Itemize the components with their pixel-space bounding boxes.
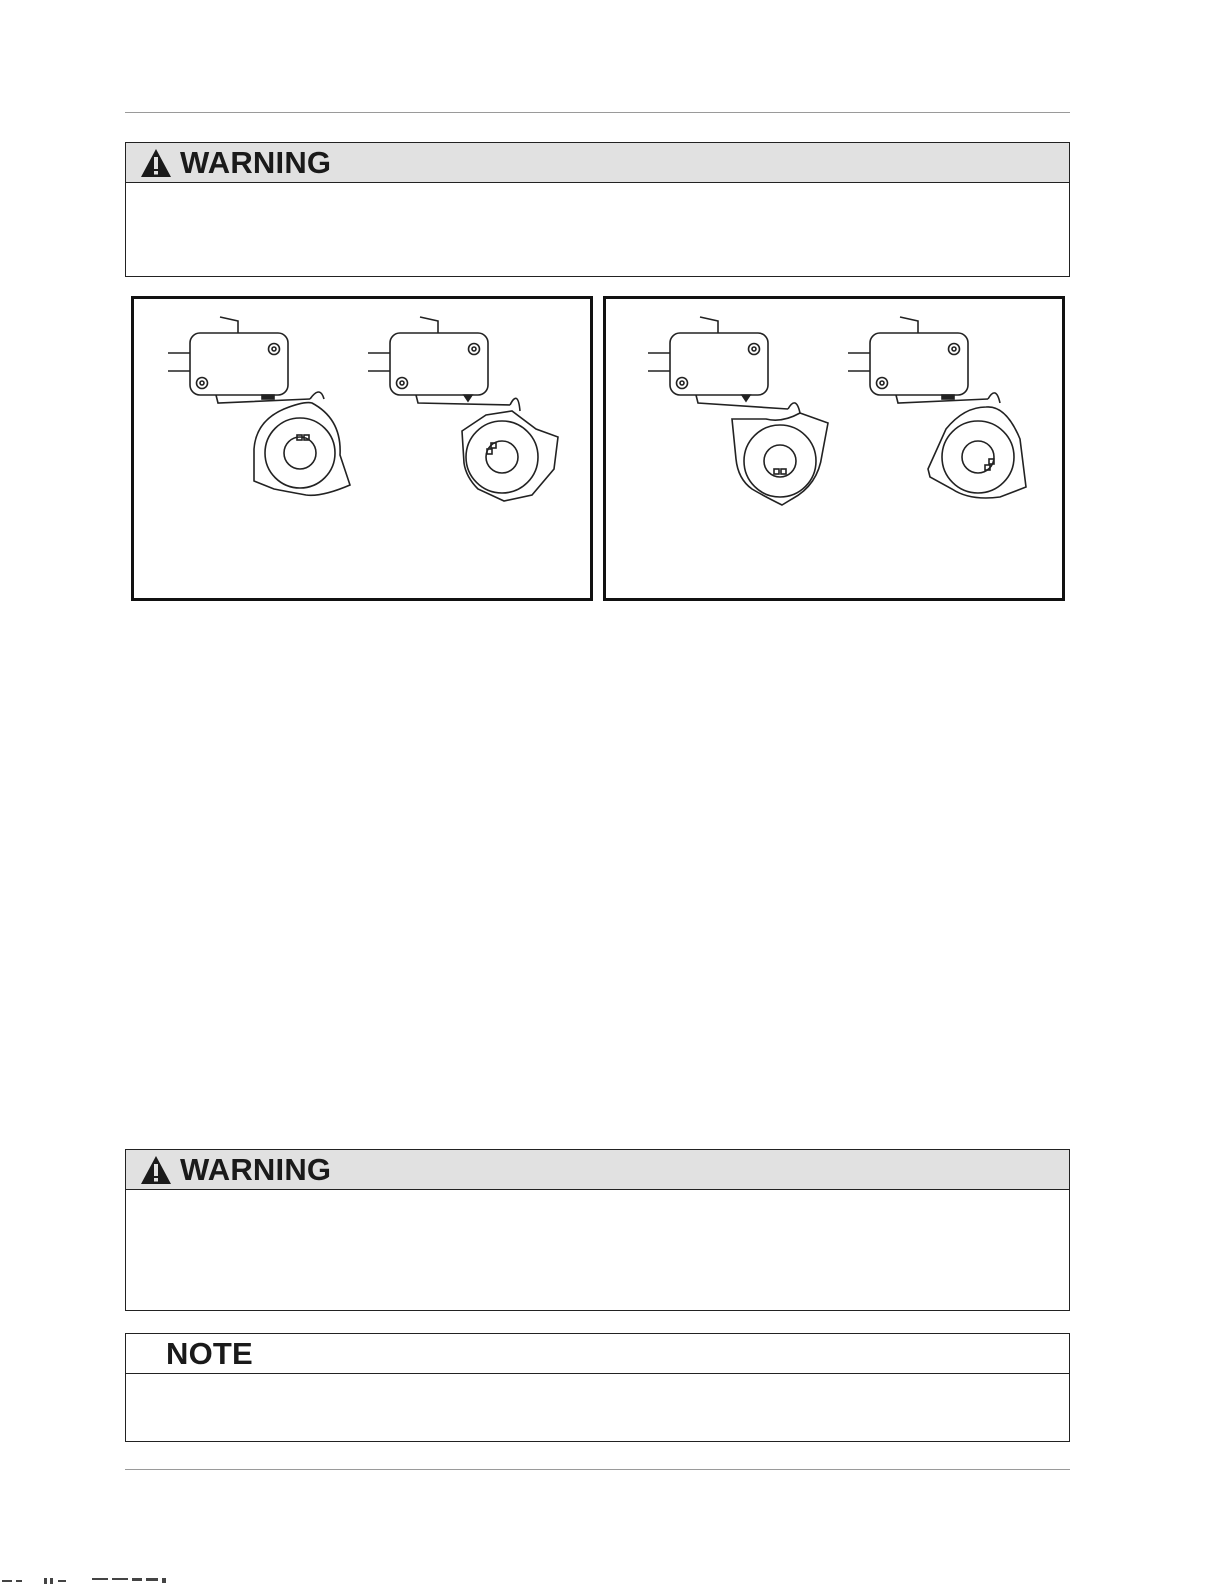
note-box: [125, 1333, 1070, 1442]
cam-4: [928, 407, 1026, 498]
switch-cam-illustration-right: [606, 299, 1062, 598]
warning-triangle-icon: [140, 148, 172, 178]
header-rule: [125, 112, 1070, 113]
micro-switch-2: [368, 317, 520, 411]
cam-2: [462, 411, 558, 501]
warning-triangle-icon: [140, 1155, 172, 1185]
warning-box-2-header: [126, 1150, 1069, 1190]
note-box-header: [126, 1334, 1069, 1374]
warning-box-1-header: [126, 143, 1069, 183]
figure-panel-right: [603, 296, 1065, 601]
warning-box-1: [125, 142, 1070, 277]
cam-3: [732, 413, 828, 505]
warning-box-2: [125, 1149, 1070, 1311]
micro-switch-1: [168, 317, 324, 403]
micro-switch-4: [848, 317, 1000, 403]
note-box-title: NOTE: [166, 1335, 253, 1371]
cam-1: [254, 403, 350, 496]
warning-box-2-title: WARNING: [180, 1151, 332, 1187]
figure-panel-left: [131, 296, 593, 601]
micro-switch-3: [648, 317, 800, 413]
warning-box-1-title: WARNING: [180, 144, 332, 180]
switch-cam-illustration-left: [134, 299, 590, 598]
cropped-footer-text: [0, 1574, 190, 1585]
footer-rule: [125, 1469, 1070, 1470]
